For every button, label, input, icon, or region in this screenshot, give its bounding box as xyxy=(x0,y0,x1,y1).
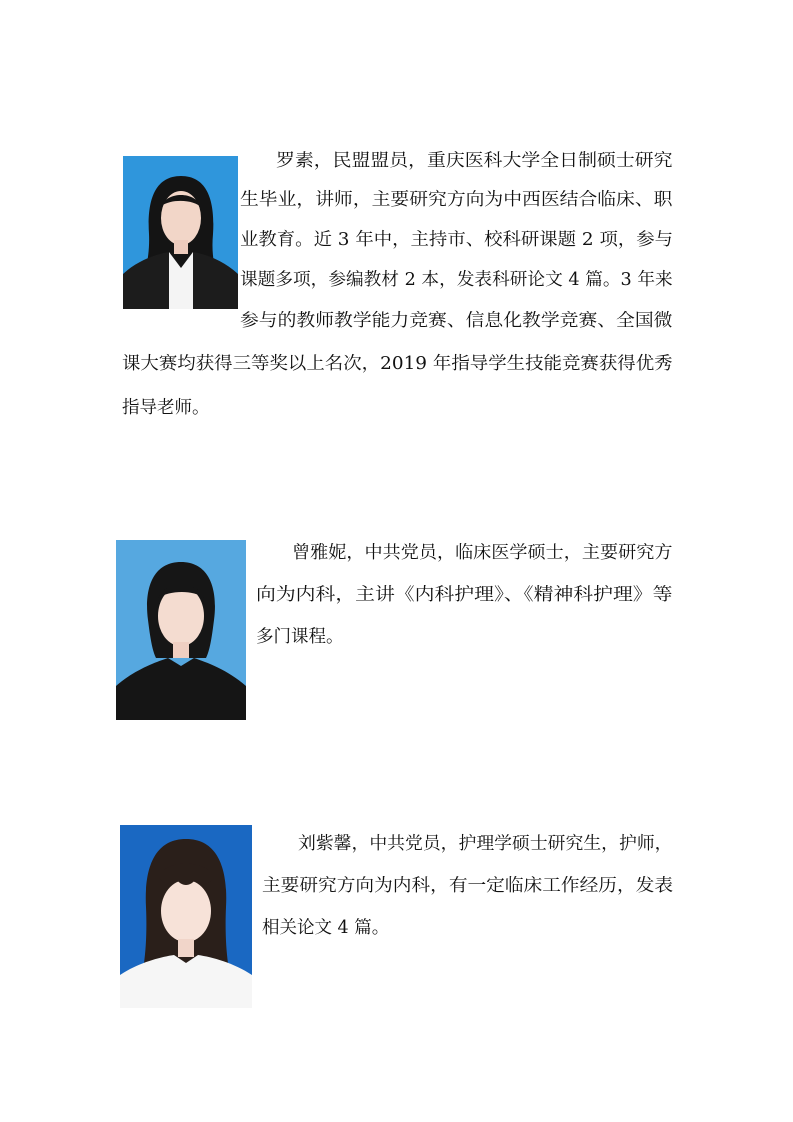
profile-1-line-6: 课大赛均获得三等奖以上名次，2019 年指导学生技能竞赛获得优秀 xyxy=(122,354,673,374)
profile-2-line-1: 曾雅妮，中共党员，临床医学硕士，主要研究方 xyxy=(292,543,673,563)
profile-1-line-7: 指导老师。 xyxy=(122,398,210,418)
profile-3-line-1: 刘紫馨，中共党员，护理学硕士研究生，护师， xyxy=(298,834,673,854)
profile-1-line-3: 业教育。近 3 年中，主持市、校科研课题 2 项，参与 xyxy=(240,230,674,250)
profile-photo-3 xyxy=(120,825,252,1008)
profile-3-line-3: 相关论文 4 篇。 xyxy=(262,918,390,938)
portrait-image xyxy=(116,540,246,720)
profile-3-line-2: 主要研究方向为内科，有一定临床工作经历，发表 xyxy=(262,876,673,896)
profile-1-line-1: 罗素，民盟盟员，重庆医科大学全日制硕士研究 xyxy=(276,151,673,171)
profile-1-line-4: 课题多项，参编教材 2 本，发表科研论文 4 篇。3 年来 xyxy=(240,270,673,290)
portrait-image xyxy=(120,825,252,1008)
profile-2-line-2: 向为内科，主讲《内科护理》、《精神科护理》等 xyxy=(256,585,673,605)
profile-1-line-5: 参与的教师教学能力竞赛、信息化教学竞赛、全国微 xyxy=(240,311,673,331)
profile-photo-2 xyxy=(116,540,246,720)
portrait-image xyxy=(123,156,238,309)
profile-1-line-2: 生毕业，讲师，主要研究方向为中西医结合临床、职 xyxy=(240,190,673,210)
profile-photo-1 xyxy=(123,156,238,309)
profile-2-line-3: 多门课程。 xyxy=(256,627,344,647)
